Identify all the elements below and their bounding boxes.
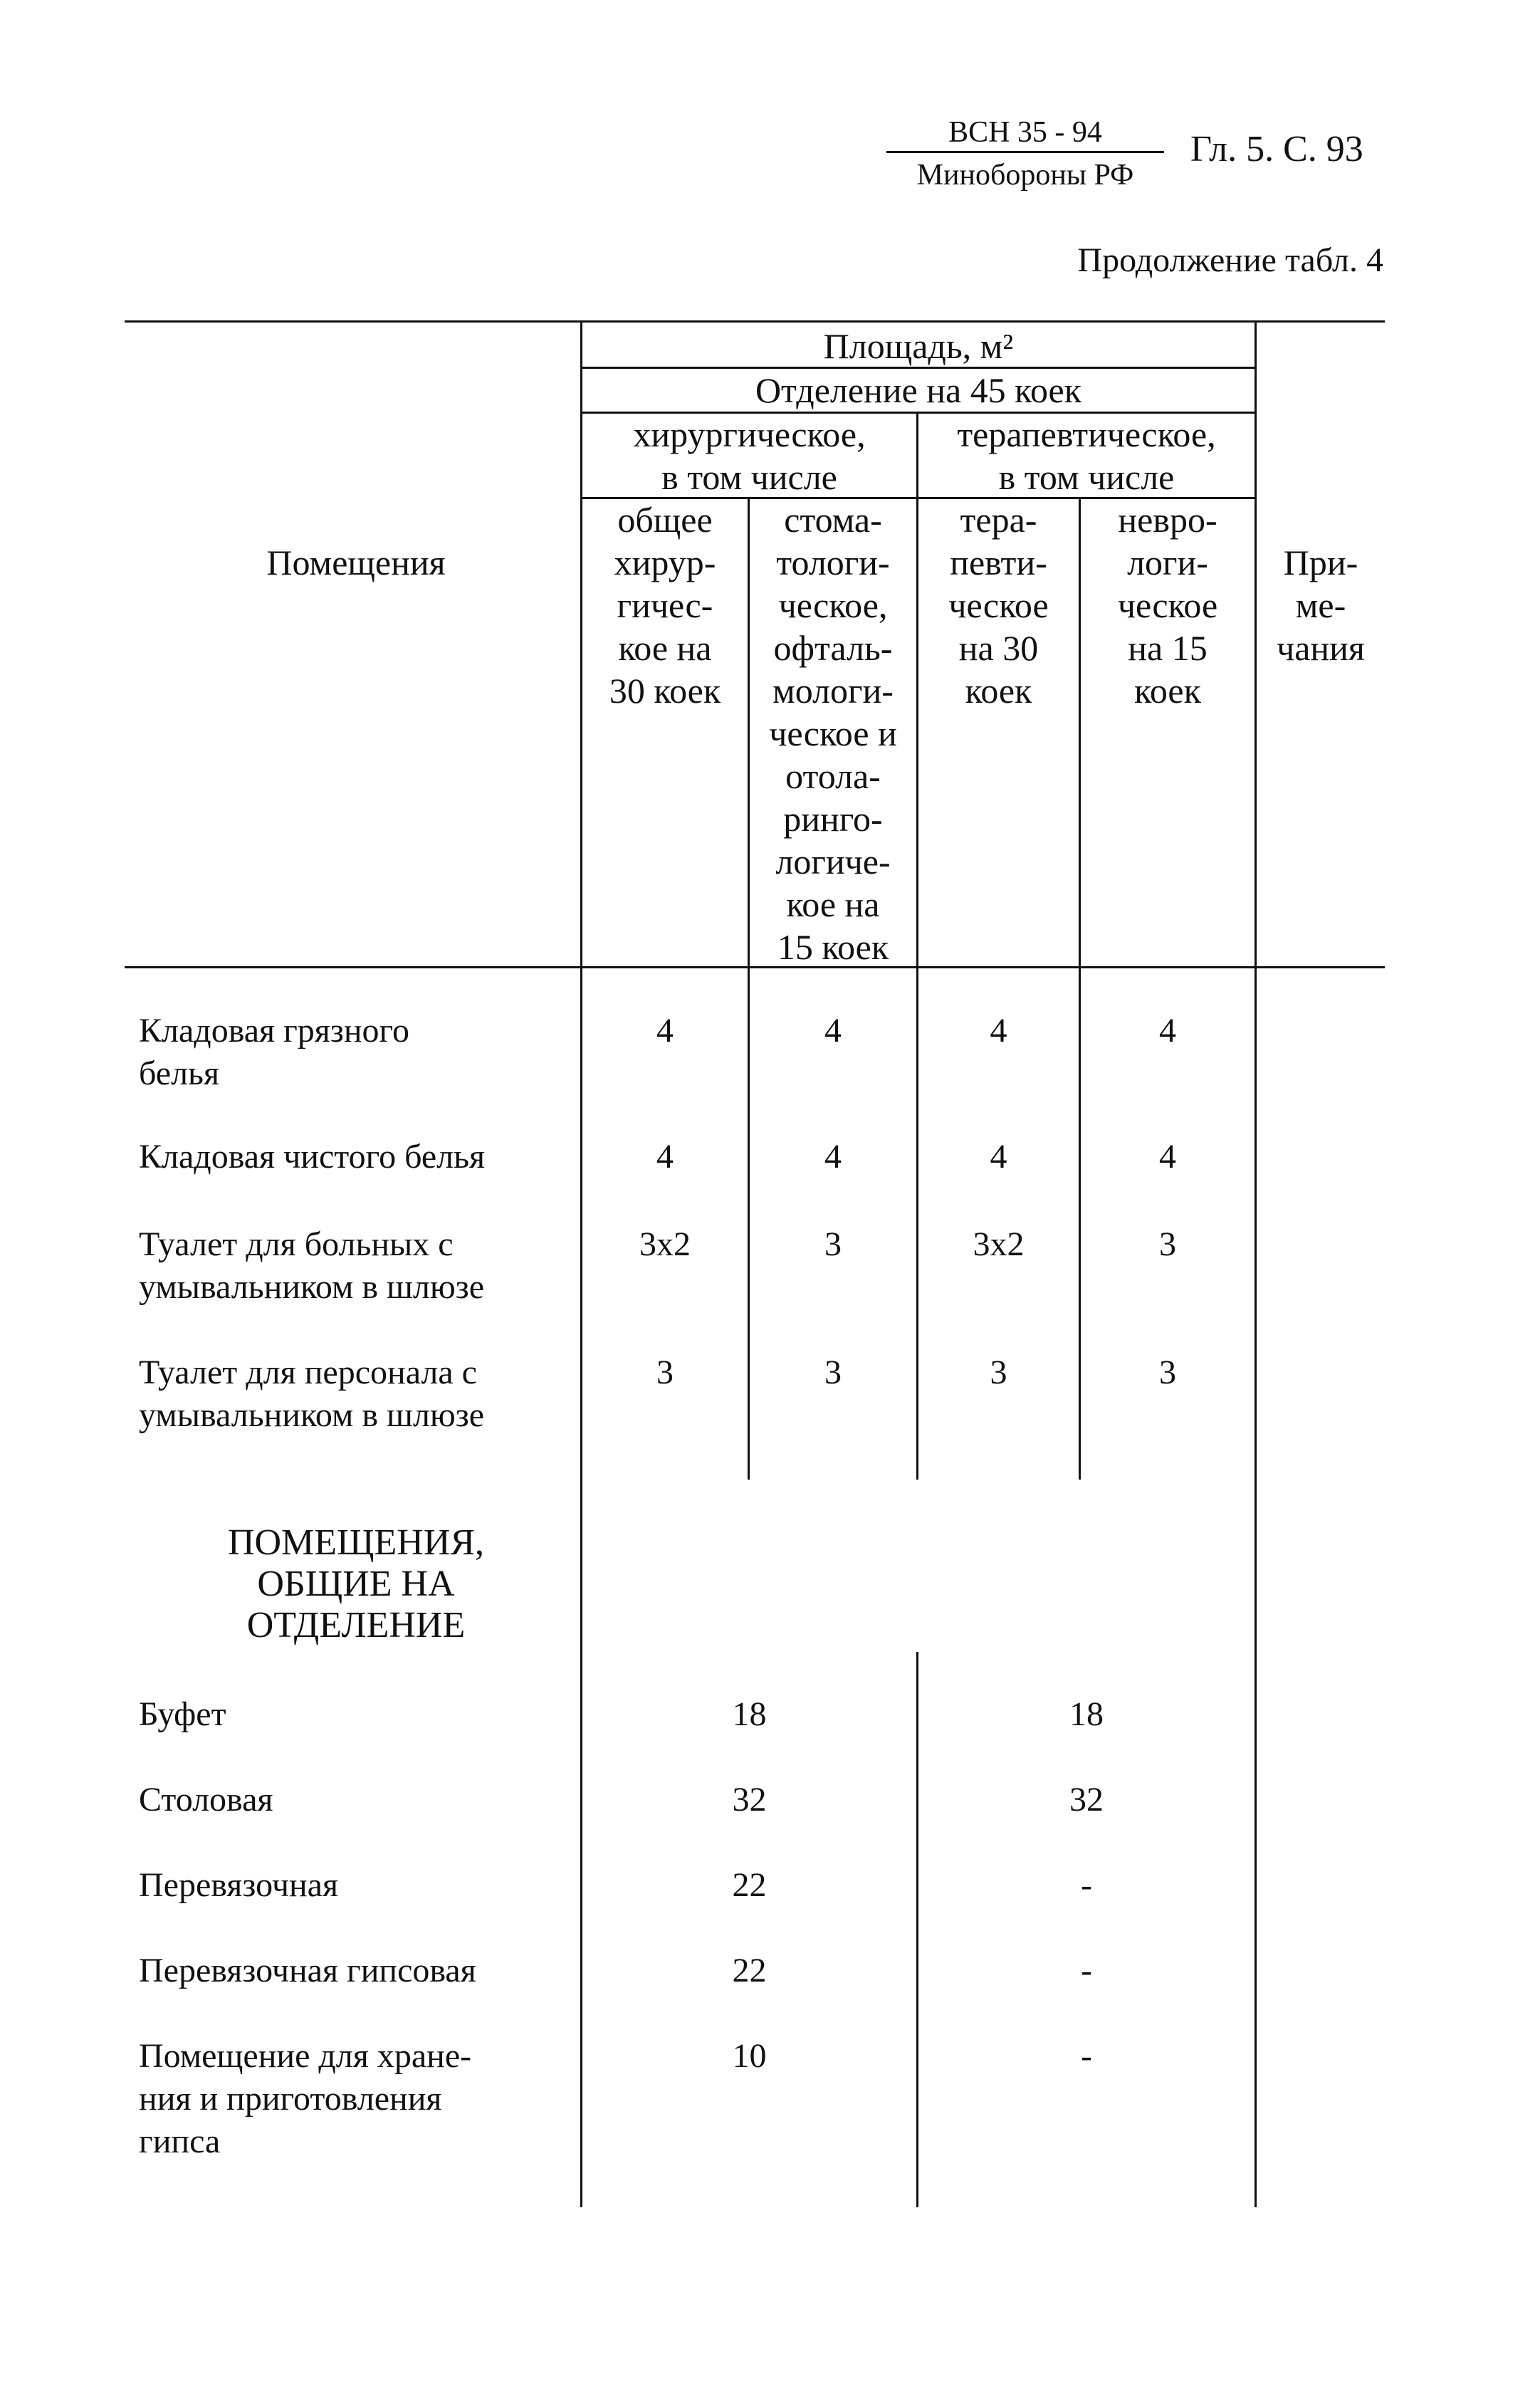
document-org: Минобороны РФ (916, 159, 1134, 192)
subheader-dental-ophthalmic-ent: стома- тологи- ческое, офталь- мологи- ческое и отола- ринго- логиче- кое на 15 коек (769, 500, 897, 967)
cell-value: 4 (656, 1012, 674, 1050)
cell-value: 22 (732, 1952, 767, 1989)
department-header: Отделение на 45 коек (755, 370, 1082, 410)
cell-value: 4 (990, 1012, 1007, 1050)
cell-value: 4 (1159, 1012, 1176, 1050)
cell-value: 32 (1069, 1781, 1104, 1819)
cell-value: - (1081, 2037, 1092, 2075)
cell-value: 3 (1159, 1225, 1176, 1263)
cell-value: 4 (656, 1138, 674, 1176)
section-title-common-rooms: ПОМЕЩЕНИЯ, ОБЩИЕ НА ОТДЕЛЕНИЕ (227, 1522, 485, 1645)
col-header-rooms: Помещения (266, 543, 446, 582)
cell-value: - (1081, 1952, 1092, 1989)
cell-value: - (1081, 1866, 1092, 1904)
col-header-notes: При- ме- чания (1277, 543, 1365, 668)
cell-value: 3 (990, 1354, 1007, 1391)
header-divider (886, 151, 1164, 153)
row-label-plaster-dressing-room: Перевязочная гипсовая (139, 1952, 476, 1989)
cell-value: 3x2 (973, 1225, 1025, 1263)
cell-value: 32 (732, 1781, 767, 1819)
cell-value: 4 (990, 1138, 1007, 1176)
row-label-staff-toilet: Туалет для персонала с умывальником в шлюзе (139, 1354, 485, 1434)
subheader-neurologic: невро- логи- ческое на 15 коек (1117, 500, 1218, 711)
page-reference: Гл. 5. С. 93 (1190, 129, 1363, 169)
cell-value: 22 (732, 1866, 767, 1904)
row-label-clean-linen: Кладовая чистого белья (139, 1138, 486, 1176)
cell-value: 3 (1159, 1354, 1176, 1391)
cell-value: 4 (824, 1012, 842, 1050)
row-label-dirty-linen: Кладовая грязного белья (139, 1012, 410, 1092)
row-label-dressing-room: Перевязочная (139, 1866, 339, 1904)
cell-value: 3x2 (639, 1225, 691, 1263)
row-label-patient-toilet: Туалет для больных с умывальником в шлюзе (139, 1225, 485, 1306)
table-continuation-note: Продолжение табл. 4 (1077, 241, 1383, 279)
cell-value: 3 (824, 1225, 842, 1263)
area-header: Площадь, м² (823, 326, 1014, 366)
cell-value: 4 (1159, 1138, 1176, 1176)
subheader-general-surgery: общее хирур- гичес- кое на 30 коек (609, 500, 721, 711)
row-label-dining-room: Столовая (139, 1781, 273, 1819)
cell-value: 3 (824, 1354, 842, 1391)
document-code: ВСН 35 - 94 (948, 116, 1102, 149)
row-label-plaster-storage-room: Помещение для хране- ния и приготовления гипса (139, 2037, 472, 2160)
cell-value: 18 (732, 1695, 767, 1733)
therapeutic-header: терапевтическое, в том числе (957, 414, 1216, 497)
cell-value: 3 (656, 1354, 674, 1391)
cell-value: 4 (824, 1138, 842, 1176)
row-label-buffet: Буфет (139, 1695, 226, 1733)
subheader-therapeutic: тера- певти- ческое на 30 коек (948, 500, 1049, 711)
cell-value: 18 (1069, 1695, 1104, 1733)
table-top-rule (125, 320, 1385, 323)
cell-value: 10 (732, 2037, 767, 2075)
surgical-header: хирургическое, в том числе (633, 414, 866, 497)
